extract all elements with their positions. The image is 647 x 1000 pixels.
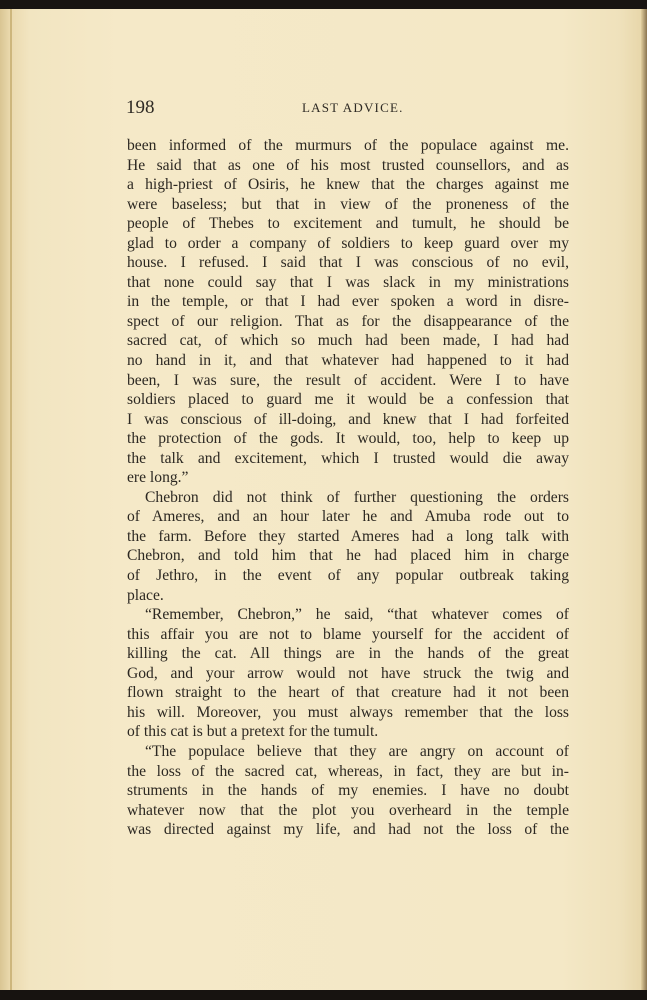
text-line: his will. Moreover, you must always remember that the loss: [127, 703, 569, 721]
text-line: were baseless; but that in view of the proneness of the: [127, 195, 569, 213]
text-line: killing the cat. All things are in the hands of the great: [127, 645, 569, 663]
text-line: ere long.”: [127, 469, 189, 487]
text-line: a high-priest of Osiris, he knew that the charges against me: [127, 176, 569, 194]
page-bottom-edge: [0, 990, 647, 1000]
text-line: no hand in it, and that whatever had happened to it had: [127, 352, 569, 370]
text-line: place.: [127, 586, 164, 604]
page-header: [126, 96, 570, 120]
text-line: of this cat is but a pretext for the tumult.: [127, 723, 379, 741]
text-line: of Ameres, and an hour later he and Amuba rode out to: [127, 508, 569, 526]
text-line: spect of our religion. That as for the disappearance of the: [127, 312, 569, 330]
text-line: God, and your arrow would not have struck the twig and: [127, 664, 569, 682]
text-line: “The populace believe that they are angry on account of: [145, 742, 569, 760]
text-line: He said that as one of his most trusted counsellors, and as: [127, 156, 569, 174]
text-line: the protection of the gods. It would, too, help to keep up: [127, 430, 569, 448]
text-line: house. I refused. I said that I was conscious of no evil,: [127, 254, 569, 272]
text-line: “Remember, Chebron,” he said, “that whatever comes of: [145, 606, 569, 624]
text-line: struments in the hands of my enemies. I have no doubt: [127, 782, 569, 800]
text-line: whatever now that the plot you overheard in the temple: [127, 801, 569, 819]
text-line: people of Thebes to excitement and tumult, he should be: [127, 215, 569, 233]
text-line: I was conscious of ill-doing, and knew that I had forfeited: [127, 410, 569, 428]
text-line: soldiers placed to guard me it would be a confession that: [127, 391, 569, 409]
text-line: in the temple, or that I had ever spoken a word in disre-: [127, 293, 569, 311]
text-line: sacred cat, of which so much had been made, I had had: [127, 332, 569, 350]
body-text: [127, 136, 569, 840]
text-line: of Jethro, in the event of any popular outbreak taking: [127, 567, 569, 585]
text-line: this affair you are not to blame yourself for the accident of: [127, 625, 569, 643]
running-head: LAST ADVICE.: [302, 100, 404, 115]
text-line: was directed against my life, and had not the loss of the: [127, 821, 569, 839]
page-top-edge: [0, 0, 647, 9]
text-line: the talk and excitement, which I trusted would die away: [127, 449, 569, 467]
page-number: 198: [126, 97, 155, 118]
text-line: Chebron did not think of further questioning the orders: [145, 488, 569, 506]
page-gutter: [10, 9, 12, 990]
text-line: that none could say that I was slack in my ministrations: [127, 273, 569, 291]
text-line: Chebron, and told him that he had placed him in charge: [127, 547, 569, 565]
text-line: been informed of the murmurs of the populace against me.: [127, 137, 569, 154]
text-line: been, I was sure, the result of accident. Were I to have: [127, 371, 569, 389]
text-line: glad to order a company of soldiers to keep guard over my: [127, 234, 569, 252]
page-right-edge: [641, 9, 647, 990]
text-line: flown straight to the heart of that creature had it not been: [127, 684, 569, 702]
text-line: the loss of the sacred cat, whereas, in fact, they are but in-: [127, 762, 569, 780]
text-line: the farm. Before they started Ameres had a long talk with: [127, 527, 569, 545]
